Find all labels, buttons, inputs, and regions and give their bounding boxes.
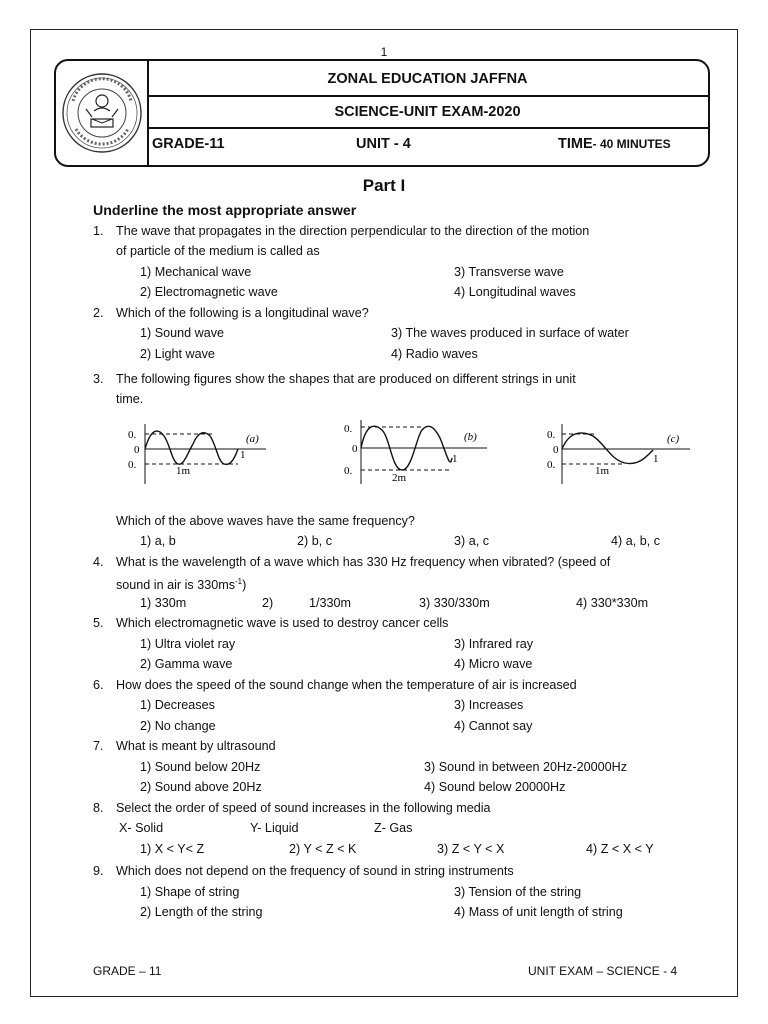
figure-length-label: 1m	[176, 465, 191, 477]
figure-axis-label: 0.	[547, 459, 556, 471]
medium-label: Z- Gas	[374, 821, 413, 835]
figure-axis-label: 0.	[128, 429, 137, 441]
figure-label: (c)	[667, 433, 680, 445]
option: 4) Longitudinal waves	[454, 285, 576, 299]
figure-axis-label: 0.	[547, 429, 556, 441]
question-text: of particle of the medium is called as	[116, 244, 320, 258]
option: 2) Length of the string	[140, 905, 263, 919]
question-number: 4.	[93, 555, 104, 569]
question-number: 8.	[93, 801, 104, 815]
org-title: ZONAL EDUCATION JAFFNA	[327, 71, 528, 87]
figure-end-label: 1	[240, 449, 246, 461]
figure-axis-label: 0.	[344, 465, 353, 477]
question-text: Which of the following is a longitudinal wave?	[116, 306, 369, 320]
grade-label: GRADE-11	[152, 136, 225, 152]
footer-right: UNIT EXAM – SCIENCE - 4	[528, 964, 678, 978]
question-text: What is meant by ultrasound	[116, 739, 276, 753]
figure-length-label: 1m	[595, 465, 610, 477]
header-divider	[147, 127, 708, 129]
option: 4) Mass of unit length of string	[454, 905, 623, 919]
option: 1) Mechanical wave	[140, 265, 252, 279]
option: 3) a, c	[454, 534, 489, 548]
option: 2) Electromagnetic wave	[140, 285, 278, 299]
option: 3) 330/330m	[419, 596, 490, 610]
unit-label: UNIT - 4	[356, 136, 411, 152]
question-text: Select the order of speed of sound increases in the following media	[116, 801, 491, 815]
question-text: sound in air is $330ms^{-1}$)	[116, 577, 247, 593]
option: 1) Ultra violet ray	[140, 637, 236, 651]
figure-axis-label: 0.	[128, 459, 137, 471]
option: 4) Z < X < Y	[586, 842, 654, 856]
question-text: The wave that propagates in the direction perpendicular to the direction of the motion	[116, 224, 590, 238]
option: 3) Transverse wave	[454, 265, 564, 279]
option: 4) Micro wave	[454, 657, 533, 671]
zonal-education-seal-logo	[56, 61, 147, 165]
part-title: Part I	[362, 176, 406, 195]
option: 1) Sound below 20Hz	[140, 760, 261, 774]
option: 1/330m	[309, 596, 352, 610]
option: 3) Increases	[454, 698, 524, 712]
option: 1) Shape of string	[140, 885, 240, 899]
header-divider	[147, 95, 708, 97]
question-text: time.	[116, 392, 144, 406]
question-text: Which electromagnetic wave is used to destroy cancer cells	[116, 616, 449, 630]
figure-label: (b)	[464, 431, 477, 443]
option: 1) X < Y< Z	[140, 842, 205, 856]
option: 2) b, c	[297, 534, 332, 548]
time-label: TIME- 40 MINUTES	[558, 136, 671, 152]
question-number: 3.	[93, 372, 104, 386]
option: 3) Infrared ray	[454, 637, 534, 651]
question-text: The following figures show the shapes that are produced on different strings in unit	[116, 372, 576, 386]
exam-header	[54, 59, 710, 167]
wave-figure-a	[126, 422, 276, 492]
wave-figure-b	[342, 418, 492, 488]
question-text: What is the wavelength of a wave which has 330 Hz frequency when vibrated? (speed of	[116, 555, 611, 569]
footer-left: GRADE – 11	[93, 964, 162, 978]
option: 4) 330*330m	[576, 596, 649, 610]
question-number: 2.	[93, 306, 104, 320]
option: 4) a, b, c	[611, 534, 660, 548]
figure-end-label: 1	[452, 453, 458, 465]
option: 2) Sound above 20Hz	[140, 780, 262, 794]
figure-axis-label: 0	[134, 444, 140, 456]
option: 2)	[262, 596, 274, 610]
figure-label: (a)	[246, 433, 259, 445]
question-number: 9.	[93, 864, 104, 878]
option: 3) Sound in between 20Hz-20000Hz	[424, 760, 628, 774]
figure-axis-label: 0	[352, 443, 358, 455]
question-text: How does the speed of the sound change when the temperature of air is increased	[116, 678, 577, 692]
option: 3) The waves produced in surface of water	[391, 326, 629, 340]
figure-axis-label: 0.	[344, 423, 353, 435]
wave-figure-c	[545, 422, 695, 492]
option: 2) No change	[140, 719, 216, 733]
page-number: 1	[380, 45, 388, 59]
option: 4) Sound below 20000Hz	[424, 780, 566, 794]
option: 1) a, b	[140, 534, 176, 548]
option: 3) Tension of the string	[454, 885, 582, 899]
figure-length-label: 2m	[392, 472, 407, 484]
instruction: Underline the most appropriate answer	[93, 203, 357, 219]
question-text: Which does not depend on the frequency of sound in string instruments	[116, 864, 514, 878]
figure-end-label: 1	[653, 453, 659, 465]
medium-label: X- Solid	[119, 821, 164, 835]
sub-question: Which of the above waves have the same frequency?	[116, 514, 415, 528]
option: 2) Light wave	[140, 347, 215, 361]
option: 1) Decreases	[140, 698, 215, 712]
figure-axis-label: 0	[553, 444, 559, 456]
exam-title: SCIENCE-UNIT EXAM-2020	[334, 104, 521, 120]
option: 4) Cannot say	[454, 719, 533, 733]
question-number: 6.	[93, 678, 104, 692]
logo-cell	[56, 61, 149, 165]
question-number: 1.	[93, 224, 104, 238]
option: 3) Z < Y < X	[437, 842, 505, 856]
option: 1) 330m	[140, 596, 187, 610]
option: 2) Gamma wave	[140, 657, 233, 671]
option: 4) Radio waves	[391, 347, 478, 361]
option: 1) Sound wave	[140, 326, 225, 340]
option: 2) Y < Z < K	[289, 842, 357, 856]
medium-label: Y- Liquid	[250, 821, 299, 835]
question-number: 5.	[93, 616, 104, 630]
question-number: 7.	[93, 739, 104, 753]
